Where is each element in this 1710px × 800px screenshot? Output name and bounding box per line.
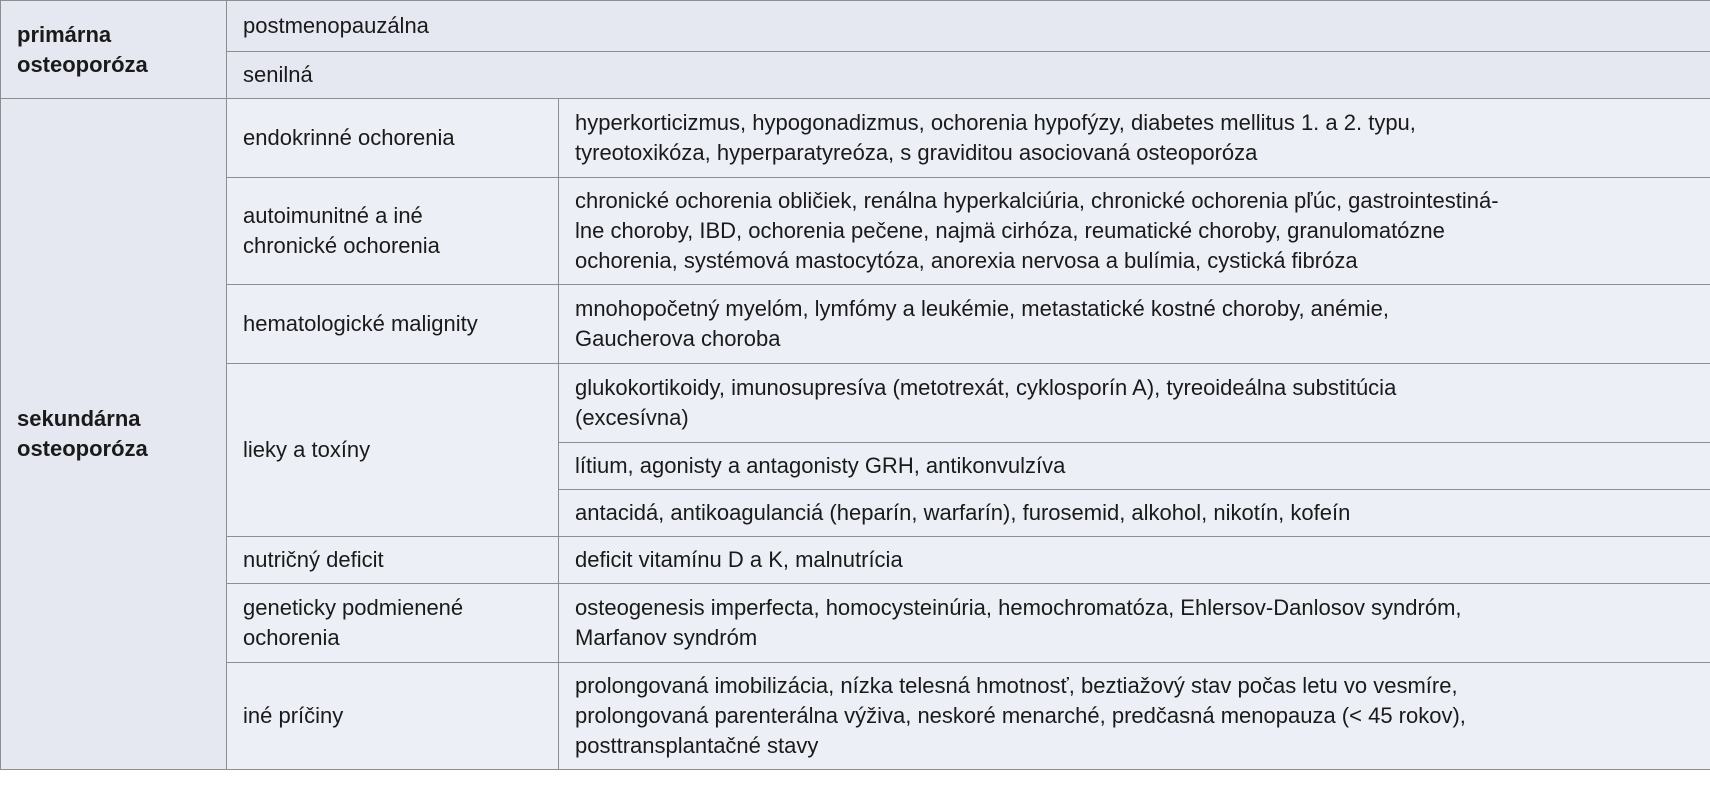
causes-cell: antacidá, antikoagulanciá (heparín, warfarín), furosemid, alkohol, nikotín, kofeín (559, 490, 1710, 537)
category-cell: autoimunitné a iné chronické ochorenia (227, 178, 559, 285)
causes-cell: osteogenesis imperfecta, homocysteinúria, hemochromatóza, Ehlersov-Danlosov syndróm, Marfanov syndróm (559, 584, 1710, 663)
category-cell: geneticky podmienené ochorenia (227, 584, 559, 663)
table-row (1, 1, 1710, 52)
category-cell: iné príčiny (227, 663, 559, 770)
table-row (1, 364, 1710, 443)
category-cell: endokrinné ochorenia (227, 99, 559, 178)
causes-cell: mnohopočetný myelóm, lymfómy a leukémie, metastatické kostné choroby, anémie, Gaucherova choroba (559, 285, 1710, 364)
table-row (1, 663, 1710, 770)
table-row (1, 584, 1710, 663)
causes-cell: chronické ochorenia obličiek, renálna hyperkalciúria, chronické ochorenia pľúc, gastrointestiná- lne choroby, IBD, ochorenia pečene, najmä cirhóza, reumatické choroby, granulomatózne ochorenia, systémová mastocytóza, anorexia nervosa a bulímia, cystická fibróza (559, 178, 1710, 285)
causes-cell: hyperkorticizmus, hypogonadizmus, ochorenia hypofýzy, diabetes mellitus 1. a 2. typu, tyreotoxikóza, hyperparatyreóza, s graviditou asociovaná osteoporóza (559, 99, 1710, 178)
causes-cell: deficit vitamínu D a K, malnutrícia (559, 537, 1710, 584)
causes-cell: prolongovaná imobilizácia, nízka telesná hmotnosť, beztiažový stav počas letu vo vesmíre, prolongovaná parenterálna výživa, neskoré menarché, predčasná menopauza (< 45 rokov), posttransplantačné stavy (559, 663, 1710, 770)
secondary-osteoporosis-label: sekundárna osteoporóza (1, 99, 227, 770)
table-row (1, 52, 1710, 99)
causes-cell: glukokortikoidy, imunosupresíva (metotrexát, cyklosporín A), tyreoideálna substitúcia (excesívna) (559, 364, 1710, 443)
primary-osteoporosis-label: primárna osteoporóza (1, 1, 227, 99)
causes-cell: lítium, agonisty a antagonisty GRH, antikonvulzíva (559, 443, 1710, 490)
category-cell: hematologické malignity (227, 285, 559, 364)
table-row (1, 285, 1710, 364)
primary-type-cell: postmenopauzálna (227, 1, 1710, 52)
table-row (1, 537, 1710, 584)
category-cell: nutričný deficit (227, 537, 559, 584)
category-cell: lieky a toxíny (227, 364, 559, 537)
table-row (1, 99, 1710, 178)
primary-type-cell: senilná (227, 52, 1710, 99)
table-row (1, 178, 1710, 285)
